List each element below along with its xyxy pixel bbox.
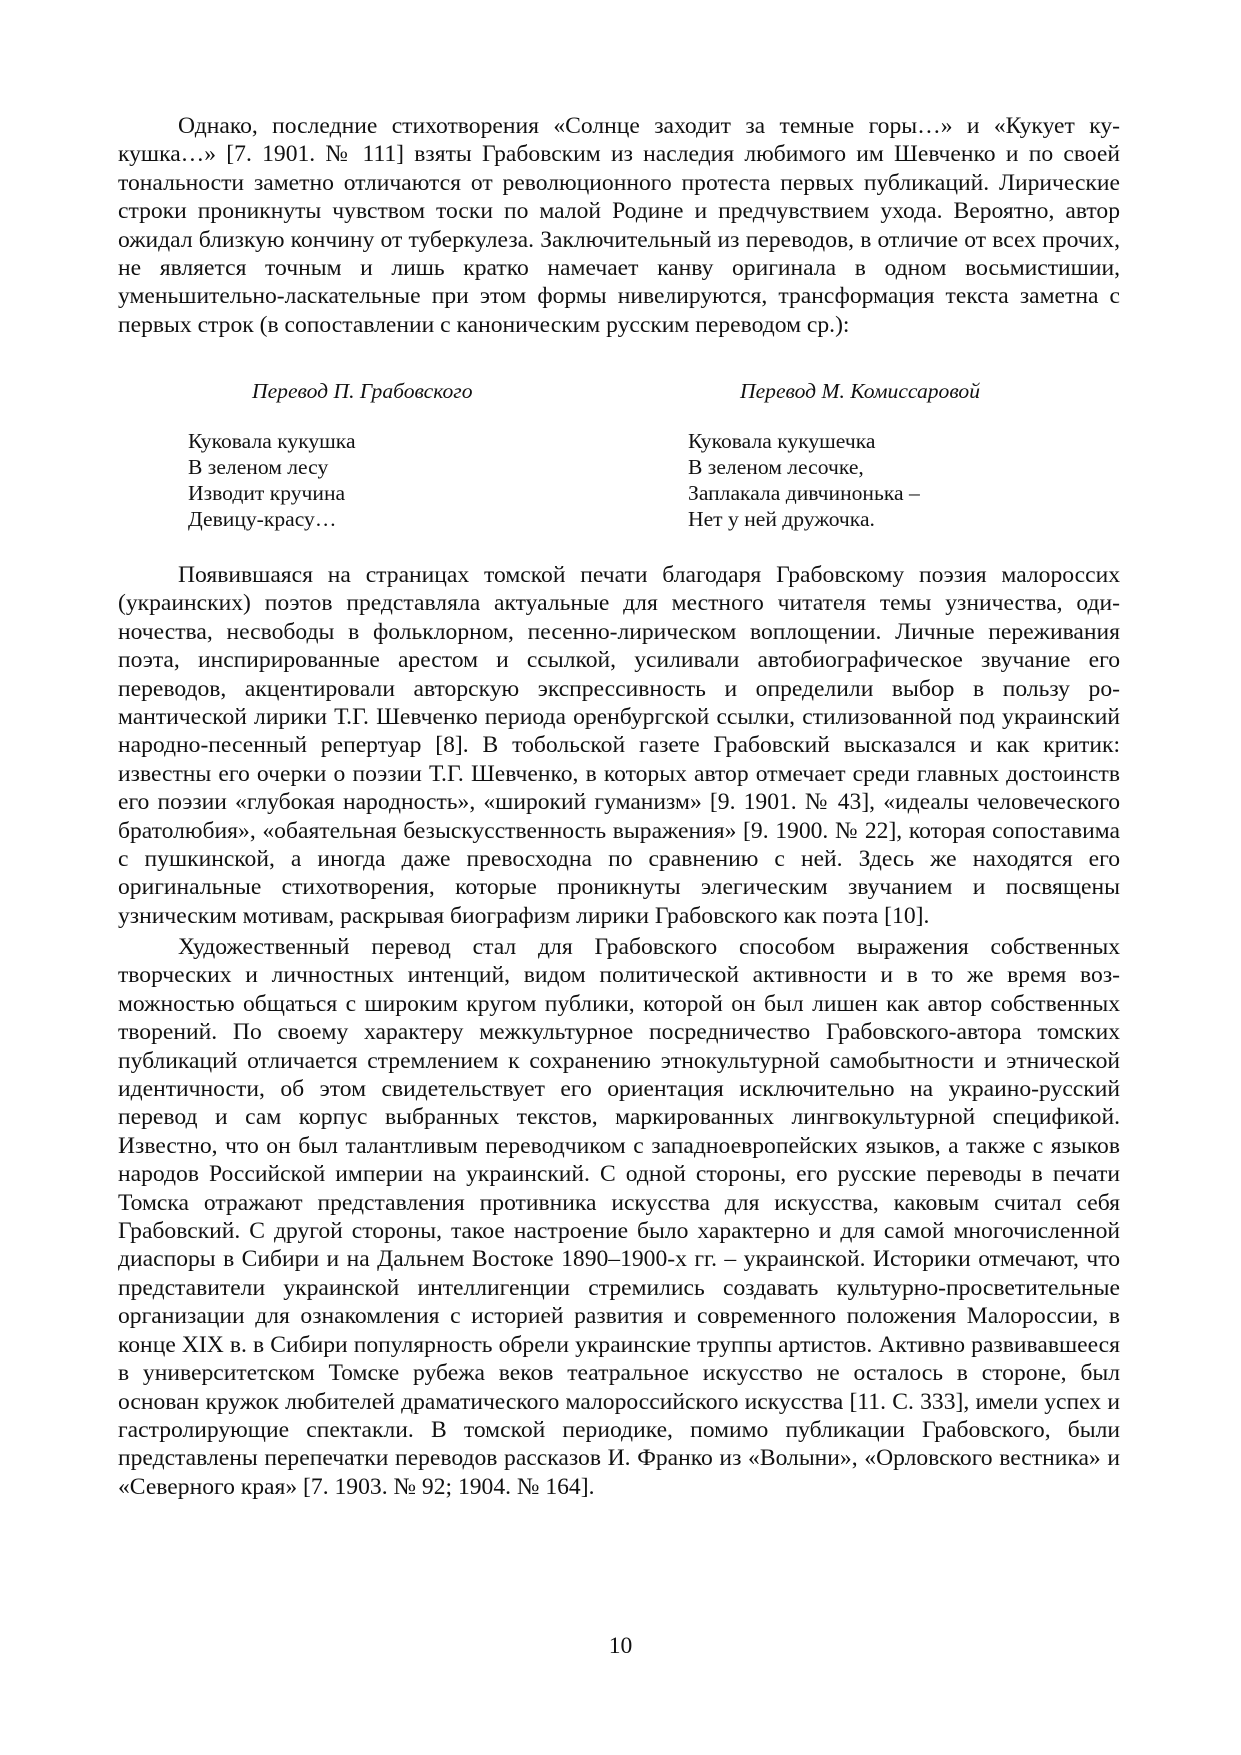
poem-line: В зеленом лесу	[188, 455, 329, 479]
paragraph-poetry-reception: Появившаяся на страницах томской печати благодаря Грабовскому поэзия малороссих (украинских) поэтов представляла актуальные для местного читателя темы узничества, одиночества, несвободы в фольклорном, песенно-лирическом воплощении. Личные переживания поэта, инспирированные арестом и ссылкой, усиливали автобиографическое звучание его переводов, акцентировали авторскую экспрессивность и определили выбор в пользу романтической лирики Т.Г. Шевченко периода оренбургской ссылки, стилизованной под украинский народно-песенный репертуар [8]. В тобольской газете Грабовский высказался и как критик: известны его очерки о поэзии Т.Г. Шевченко, в которых автор отмечает среди главных достоинств его поэзии «глубокая народность», «широкий гуманизм» [9. 1901. № 43], «идеалы человеческого братолюбия», «обаятельная безыскусственность выражения» [9. 1900. № 22], которая сопоставима с пушкинской, а иногда даже превосходна по сравнению с ней. Здесь же находятся его оригинальные стихотворения, которые проникнуты элегическим звучанием и посвящены узническим мотивам, раскрывая биографизм лирики Грабовского как поэта [10].	[118, 562, 1120, 929]
poem-grabovsky	[188, 428, 356, 532]
poem-line: Куковала кукушечка	[688, 429, 876, 453]
poem-line: В зеленом лесочке,	[688, 455, 864, 479]
translation-caption-grabovsky: Перевод П. Грабовского	[252, 379, 473, 403]
poem-line: Девицу-красу…	[188, 507, 337, 531]
poem-komissarova	[688, 428, 920, 532]
paragraph-intro: Однако, последние стихотворения «Солнце заходит за темные горы…» и «Кукует кукушка…» [7. 1901. № 111] взяты Грабовским из наследия любимого им Шевченко и по своей тональности заметно отличаются от революционного протеста первых публикаций. Лирические строки проникнуты чувством тоски по малой Родине и предчувствием ухода. Вероятно, автор ожидал близкую кончину от туберкулеза. Заключительный из переводов, в отличие от всех прочих, не является точным и лишь кратко намечает канву оригинала в одном восьмистишии, уменьшительно-ласкательные при этом формы нивелируются, трансформация текста заметна с первых строк (в сопоставлении с каноническим русским переводом ср.):	[118, 113, 1120, 338]
poem-line: Нет у ней дружочка.	[688, 507, 875, 531]
poem-line: Куковала кукушка	[188, 429, 356, 453]
poem-line: Заплакала дивчинонька –	[688, 481, 920, 505]
paragraph-translation-mediation: Художественный перевод стал для Грабовского способом выражения собственных творческих и личностных интенций, видом политической активности и в то же время возможностью общаться с широким кругом публики, которой он был лишен как автор собственных творений. По своему характеру межкультурное посредничество Грабовского-автора томских публикаций отличается стремлением к сохранению этнокультурной самобытности и этнической идентичности, об этом свидетельствует его ориентация исключительно на украино-русский перевод и сам корпус выбранных текстов, маркированных лингвокультурной спецификой. Известно, что он был талантливым переводчиком с западноевропейских языков, а также с языков народов Российской империи на украинский. С одной стороны, его русские переводы в печати Томска отражают представления противника искусства для искусства, каковым считал себя Грабовский. С другой стороны, такое настроение было характерно и для самой многочисленной диаспоры в Сибири и на Дальнем Востоке 1890–1900-х гг. – украинской. Историки отмечают, что представители украинской интеллигенции стремились создавать культурно-просветительные организации для ознакомления с историей развития и современного положения Малороссии, в конце XIX в. в Сибири популярность обрели украинские труппы артистов. Активно развивавшееся в университетском Томске рубежа веков театральное искусство не осталось в стороне, был основан кружок любителей драматического малороссийского искусства [11. С. 333], имели успех и гастролирующие спектакли. В томской периодике, помимо публикации Грабовского, были представлены перепечатки переводов рассказов И. Франко из «Волыни», «Орловского вестника» и «Северного края» [7. 1903. № 92; 1904. № 164].	[118, 934, 1120, 1500]
page-number: 10	[608, 1633, 633, 1659]
translation-caption-komissarova: Перевод М. Комиссаровой	[740, 379, 981, 403]
poem-line: Изводит кручина	[188, 481, 346, 505]
